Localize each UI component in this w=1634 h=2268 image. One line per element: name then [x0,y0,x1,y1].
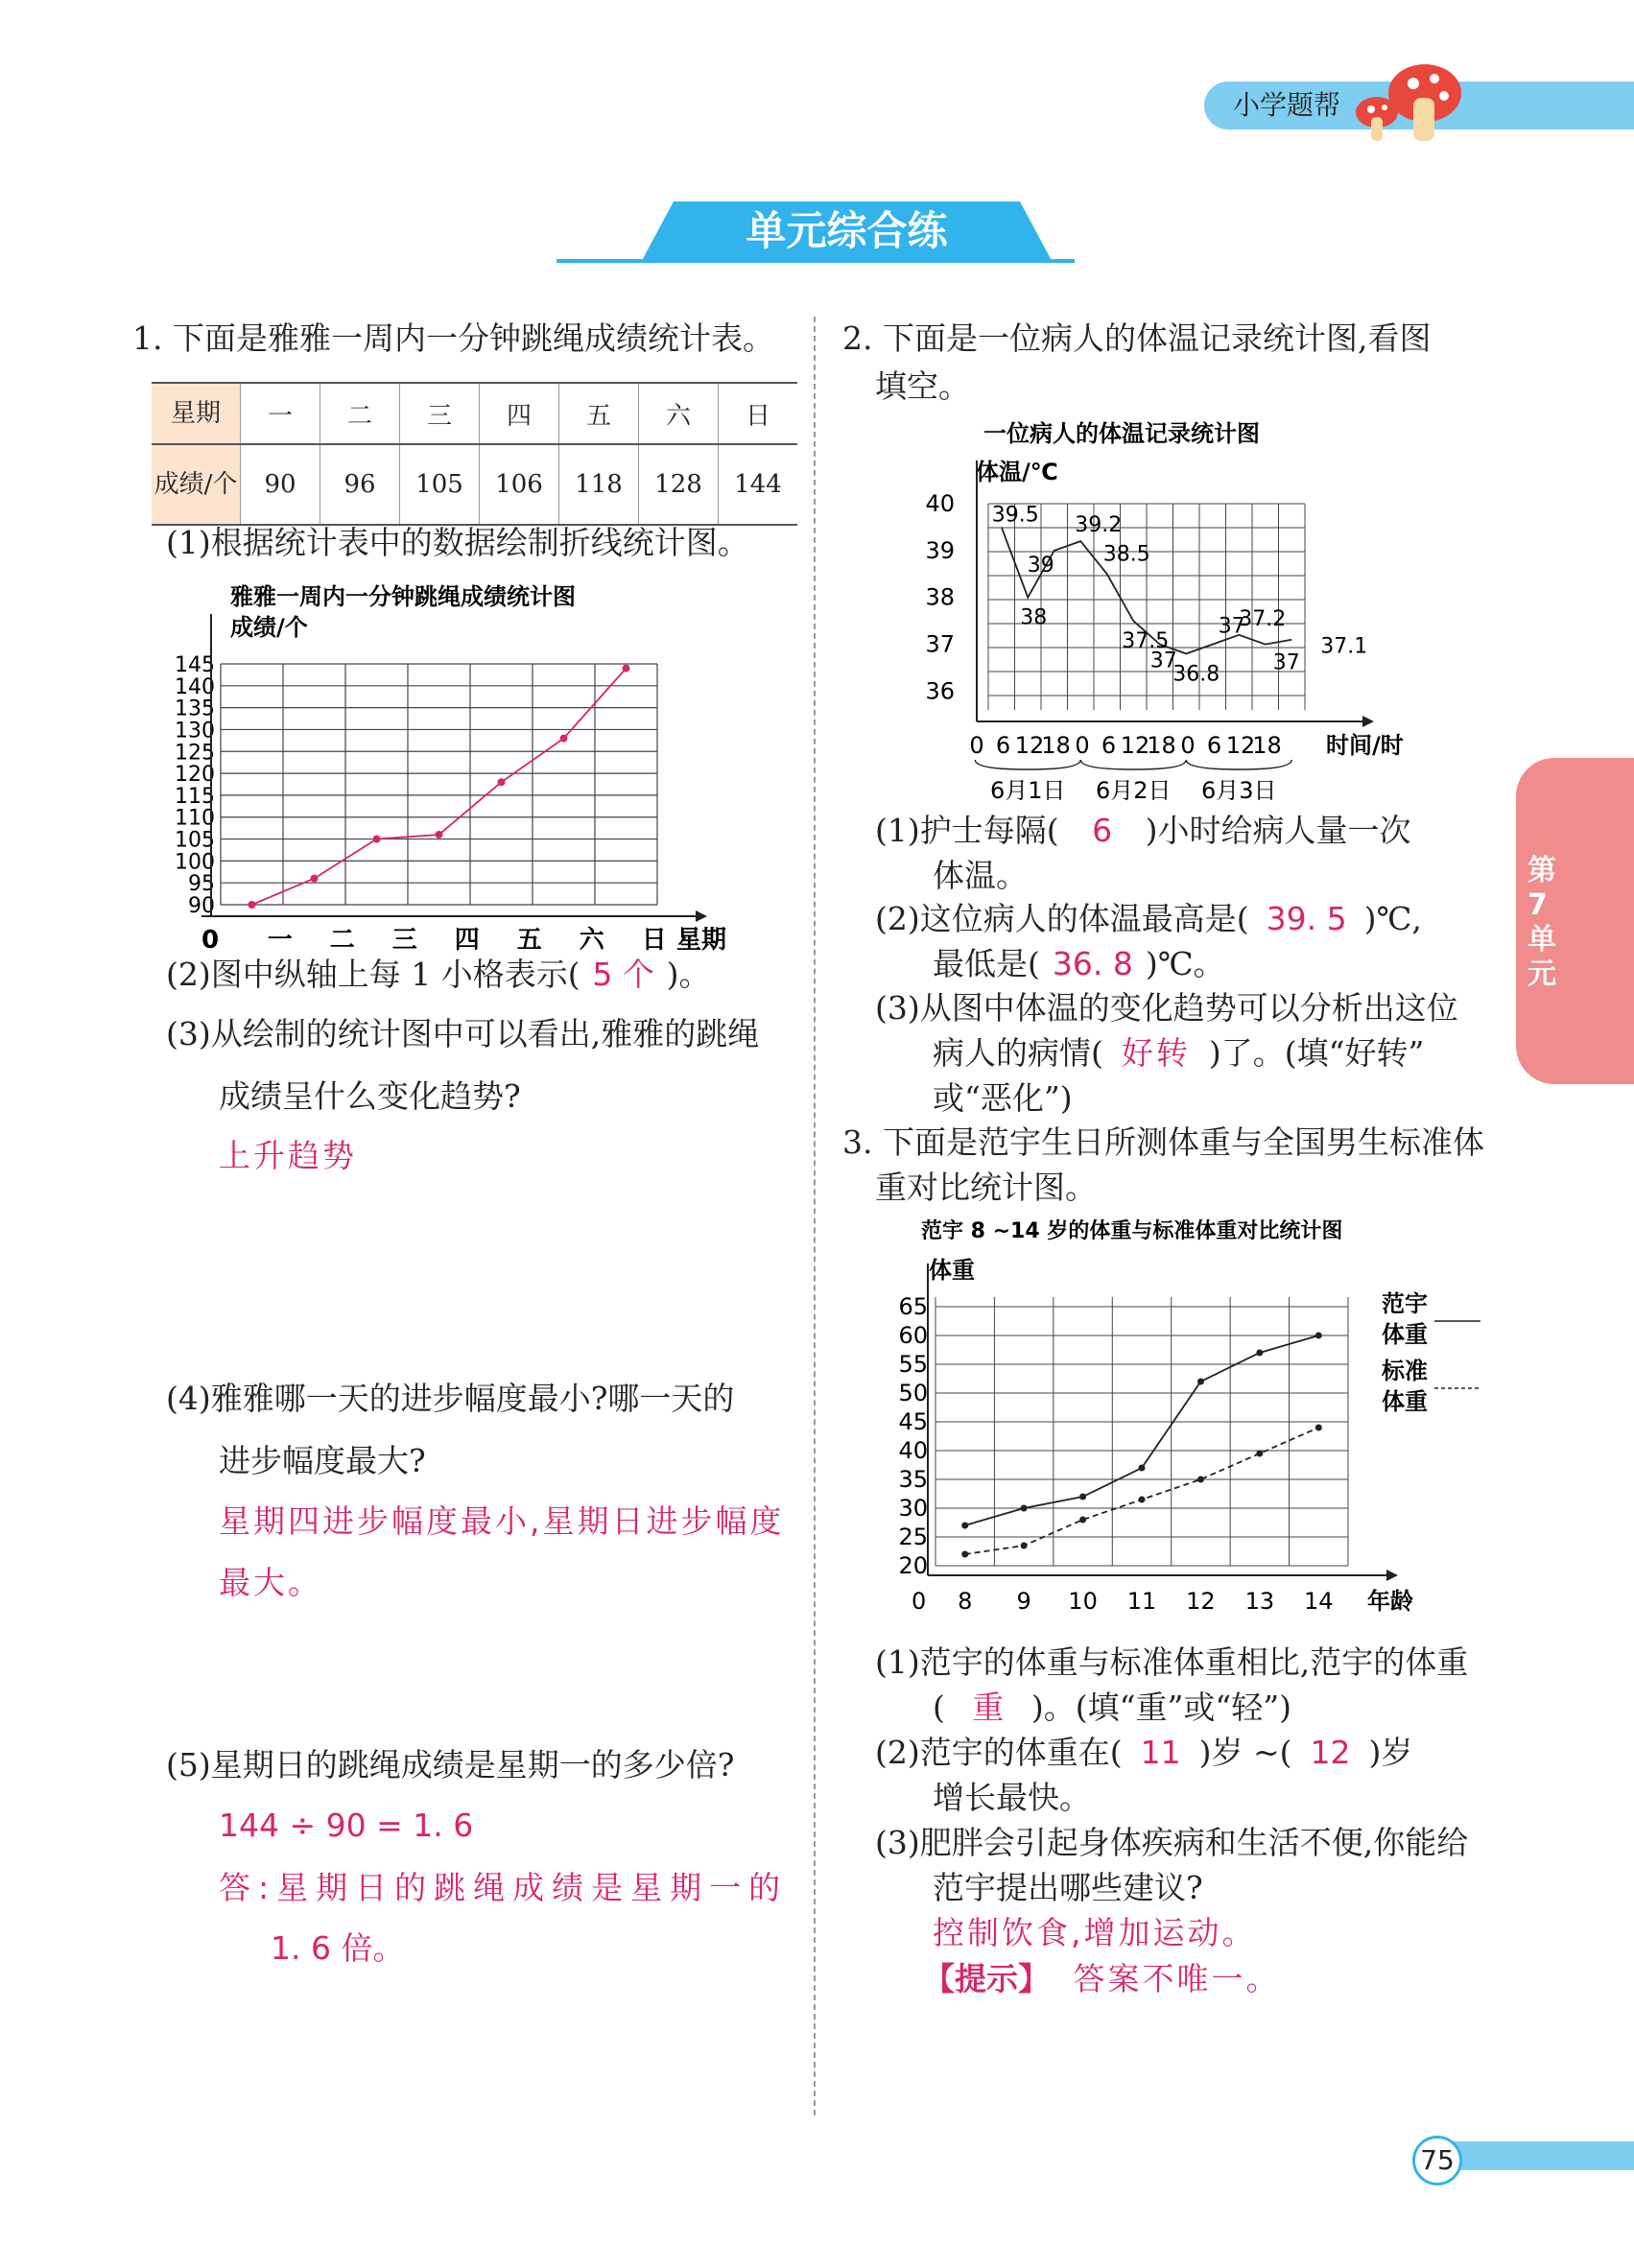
y-tick-label: 65 [898,1293,928,1320]
q2-sub2-text-low: 最低是( [933,945,1040,982]
x-tick-label: 日 [641,926,667,955]
y-tick-label: 140 [175,674,215,699]
q1-sub5: (5)星期日的跳绳成绩是星期一的多少倍? [166,1746,735,1784]
y-tick-label: 30 [898,1495,928,1522]
data-point [1197,1477,1204,1483]
q2-sub3-text: 病人的病情( [933,1034,1103,1072]
data-point [436,831,443,839]
series-line [965,1428,1319,1554]
y-tick-label: 45 [898,1408,928,1435]
data-point [1139,1497,1146,1503]
point-label: 38 [1020,605,1048,630]
point-label: 37.1 [1320,634,1368,659]
point-label: 37 [1218,614,1245,639]
q2-sub2-line2 [933,942,1225,986]
y-tick-label: 115 [175,784,215,809]
y-tick-label: 37 [925,630,955,658]
x-axis-label: 年龄 [1367,1588,1413,1615]
data-point [623,665,630,673]
x-tick-label: 12 [1014,732,1045,759]
q3-prompt-line2: 重对比统计图。 [875,1169,1097,1206]
y-tick-label: 50 [898,1380,928,1406]
y-axis-label: 体温/℃ [976,459,1058,485]
chart-title: 雅雅一周内一分钟跳绳成绩统计图 [230,583,576,610]
q3-sub1-text-end: )。(填“重”或“轻”) [1030,1689,1291,1726]
q2-prompt-line2: 填空。 [875,367,970,405]
x-axis-label: 时间/时 [1326,732,1404,759]
y-tick-label: 20 [898,1552,928,1579]
q1-sub2-text: (2)图中纵轴上每 1 小格表示( [166,956,580,993]
y-tick-label: 35 [898,1466,928,1493]
q3-sub2-answer-start: 11 [1140,1734,1181,1771]
q1-sub4-line2: 进步幅度最大? [219,1442,426,1479]
day-label: 6月2日 [1095,777,1172,804]
q1-sub5-answer-line2: 1. 6 倍。 [271,1929,405,1967]
page-title: 单元综合练 [746,207,948,254]
point-label: 36.8 [1172,662,1220,687]
q3-prompt-line1: 3. 下面是范宇生日所测体重与全国男生标准体 [842,1123,1484,1161]
y-tick-label: 95 [188,872,215,897]
x-tick-label: 0 [1075,732,1090,759]
jump-rope-line-chart [158,576,782,955]
data-point [1021,1505,1028,1512]
q2-sub2-answer-low: 36. 8 [1052,945,1133,982]
x-tick-label: 6 [995,732,1011,759]
data-point [961,1523,968,1529]
x-tick-label: 12 [1186,1588,1216,1615]
day-cell: 六 [639,383,719,444]
q2-sub3-line1: (3)从图中体温的变化趋势可以分析出这位 [875,989,1458,1027]
q2-sub3-line2 [933,1031,1424,1075]
data-point [373,836,381,843]
x-tick-label: 六 [579,926,604,955]
q1-sub4-answer-line1: 星期四进步幅度最小,星期日进步幅度 [219,1502,785,1540]
data-point [249,901,256,909]
point-label: 37 [1272,650,1300,675]
y-tick-label: 40 [925,490,955,517]
day-label: 6月3日 [1200,777,1277,804]
legend-label: 体重 [1382,1321,1428,1348]
data-point [1079,1494,1086,1500]
q2-sub3-text-end: )了。(填“好转” [1208,1034,1425,1072]
day-label: 6月1日 [989,777,1066,804]
score-cell: 128 [639,444,719,525]
point-label: 38.5 [1102,542,1150,567]
x-tick-label: 12 [1120,732,1150,759]
x-axis-label: 星期 [676,926,727,955]
data-point [1139,1465,1146,1472]
x-tick-label: 13 [1244,1588,1275,1615]
x-tick-label: 18 [1041,732,1071,759]
table-row [152,444,797,525]
data-point [961,1551,968,1558]
q3-sub2-answer-end: 12 [1310,1734,1351,1771]
y-tick-label: 90 [188,894,215,918]
hint-text: 答案不唯一。 [1073,1960,1281,1997]
q3-sub2-text-end: )岁 [1368,1734,1413,1771]
page-bar [1449,2141,1634,2170]
q3-hint [923,1957,1281,2001]
q1-sub4-answer-line2: 最大。 [219,1564,322,1601]
origin-label: 0 [912,1588,927,1615]
q3-sub1-line1: (1)范宇的体重与标准体重相比,范宇的体重 [875,1643,1469,1681]
y-tick-label: 39 [925,536,955,564]
x-tick-label: 0 [1180,732,1196,759]
day-cell: 日 [719,383,798,444]
row-header-score: 成绩/个 [152,444,241,525]
page-number: 75 [1412,2136,1462,2185]
q2-sub3-answer: 好转 [1121,1034,1191,1072]
day-brace [975,760,1080,769]
temperature-line-chart [916,413,1415,806]
x-tick-label: 二 [329,926,355,955]
y-tick-label: 125 [175,741,215,766]
score-cell: 106 [480,444,559,525]
q2-sub1-line1 [875,809,1411,853]
y-tick-label: 40 [898,1437,928,1464]
data-point [1256,1350,1263,1357]
x-tick-label: 6 [1206,732,1222,759]
hint-label: 【提示】 [923,1960,1050,1997]
unit-label: 第7单元 [1527,854,1556,991]
y-tick-label: 135 [175,697,215,721]
q1-sub5-answer-line1: 答:星期日的跳绳成绩是星期一的 [219,1869,789,1906]
x-tick-label: 6 [1101,732,1117,759]
x-tick-label: 18 [1147,732,1176,759]
q3-sub1-answer: 重 [972,1689,1005,1726]
q2-sub2-text: (2)这位病人的体温最高是( [875,900,1249,937]
data-point [1315,1425,1322,1431]
q1-sub2-text-end: )。 [666,956,711,993]
day-cell: 一 [241,383,320,444]
y-tick-label: 60 [898,1322,928,1349]
q3-sub2-line1 [875,1731,1412,1775]
day-brace [1080,760,1186,769]
q3-sub2-text: (2)范宇的体重在( [875,1734,1123,1771]
day-brace [1186,760,1291,769]
x-tick-label: 9 [1016,1588,1031,1615]
y-tick-label: 145 [175,653,215,677]
legend-label: 范宇 [1382,1290,1428,1317]
x-tick-label: 0 [969,732,984,759]
day-cell: 三 [400,383,480,444]
q1-sub3-answer: 上升趋势 [219,1137,357,1174]
y-tick-label: 105 [175,828,215,853]
point-label: 37.5 [1122,629,1170,654]
q3-sub3-line2: 范宇提出哪些建议? [933,1869,1203,1906]
data-point [1021,1543,1028,1549]
q2-sub2-line1 [875,897,1422,941]
q1-sub4-line1: (4)雅雅哪一天的进步幅度最小?哪一天的 [166,1380,735,1417]
day-cell: 二 [320,383,400,444]
data-point [311,875,319,883]
score-cell: 96 [320,444,400,525]
point-label: 37.2 [1239,606,1287,631]
x-tick-label: 一 [267,926,293,955]
y-tick-label: 120 [175,763,215,788]
point-label: 39 [1027,553,1054,578]
q2-sub1-line2: 体温。 [933,857,1028,894]
chart-title: 一位病人的体温记录统计图 [983,420,1260,447]
y-tick-label: 38 [925,583,955,611]
weight-comparison-chart [883,1211,1497,1642]
q3-sub3-answer: 控制饮食,增加运动。 [933,1914,1257,1951]
data-point [1256,1451,1263,1457]
data-point [560,735,568,743]
data-point [1197,1379,1204,1385]
y-axis-label: 体重 [929,1257,975,1284]
data-point [1315,1333,1322,1339]
q2-prompt-line1: 2. 下面是一位病人的体温记录统计图,看图 [842,319,1432,357]
q1-sub5-calc: 144 ÷ 90 = 1. 6 [219,1807,474,1844]
q2-sub2-text-mid: )℃, [1363,900,1422,937]
x-tick-label: 四 [454,926,480,955]
x-axis-arrow [1386,1570,1398,1581]
y-tick-label: 36 [925,677,955,705]
jump-rope-table [152,382,797,526]
q1-prompt: 1. 下面是雅雅一周内一分钟跳绳成绩统计表。 [132,319,774,357]
legend-label: 标准 [1382,1358,1428,1384]
x-tick-label: 10 [1068,1588,1098,1615]
q1-sub2 [166,953,710,997]
series-line [252,669,627,905]
day-cell: 四 [480,383,559,444]
x-axis-arrow [1362,716,1374,727]
data-point [498,778,506,786]
score-cell: 90 [241,444,320,525]
table-row [152,383,797,444]
data-point [1079,1517,1086,1524]
x-tick-label: 12 [1225,732,1256,759]
x-tick-label: 14 [1304,1588,1334,1615]
y-axis-label: 成绩/个 [230,614,308,641]
q3-sub1-line2 [933,1686,1291,1730]
x-axis-arrow [696,910,707,922]
q3-sub3-line1: (3)肥胖会引起身体疾病和生活不便,你能给 [875,1824,1469,1861]
score-cell: 118 [559,444,639,525]
chart-title: 范宇 8 ~14 岁的体重与标准体重对比统计图 [921,1219,1343,1243]
q3-sub2-line2: 增长最快。 [933,1779,1091,1816]
row-header-day: 星期 [152,383,241,444]
q3-sub1-paren: ( [933,1689,945,1726]
score-cell: 144 [719,444,798,525]
column-divider [814,317,816,2115]
x-tick-label: 8 [958,1588,973,1615]
q1-sub3-line2: 成绩呈什么变化趋势? [219,1077,521,1115]
q2-sub2-text-end: )℃。 [1145,945,1225,982]
q2-sub2-answer-high: 39. 5 [1266,900,1347,937]
x-tick-label: 三 [391,926,417,955]
x-tick-label: 五 [516,926,542,955]
x-tick-label: 11 [1126,1588,1157,1615]
y-tick-label: 55 [898,1351,928,1378]
point-label: 39.2 [1075,513,1123,538]
legend-label: 体重 [1382,1388,1428,1415]
origin-label: 0 [201,926,220,955]
x-tick-label: 18 [1252,732,1282,759]
y-tick-label: 25 [898,1524,928,1550]
q2-sub3-line3: 或“恶化”) [933,1079,1073,1117]
y-tick-label: 130 [175,719,215,744]
y-tick-label: 100 [175,850,215,875]
q1-sub2-answer: 5 个 [592,956,654,993]
q2-sub1-text-end: )小时给病人量一次 [1145,812,1411,849]
y-tick-label: 110 [175,806,215,831]
q3-sub2-text-mid: )岁 ~( [1198,1734,1292,1771]
q1-sub1: (1)根据统计表中的数据绘制折线统计图。 [166,524,749,561]
point-label: 37 [1149,649,1177,673]
score-cell: 105 [400,444,480,525]
q1-sub3-line1: (3)从绘制的统计图中可以看出,雅雅的跳绳 [166,1015,760,1052]
point-label: 39.5 [991,503,1039,528]
brand-label: 小学题帮 [1233,89,1341,121]
mushroom-icon [1348,59,1463,146]
day-cell: 五 [559,383,639,444]
q2-sub1-text: (1)护士每隔( [875,812,1059,849]
q2-sub1-answer: 6 [1092,812,1113,849]
